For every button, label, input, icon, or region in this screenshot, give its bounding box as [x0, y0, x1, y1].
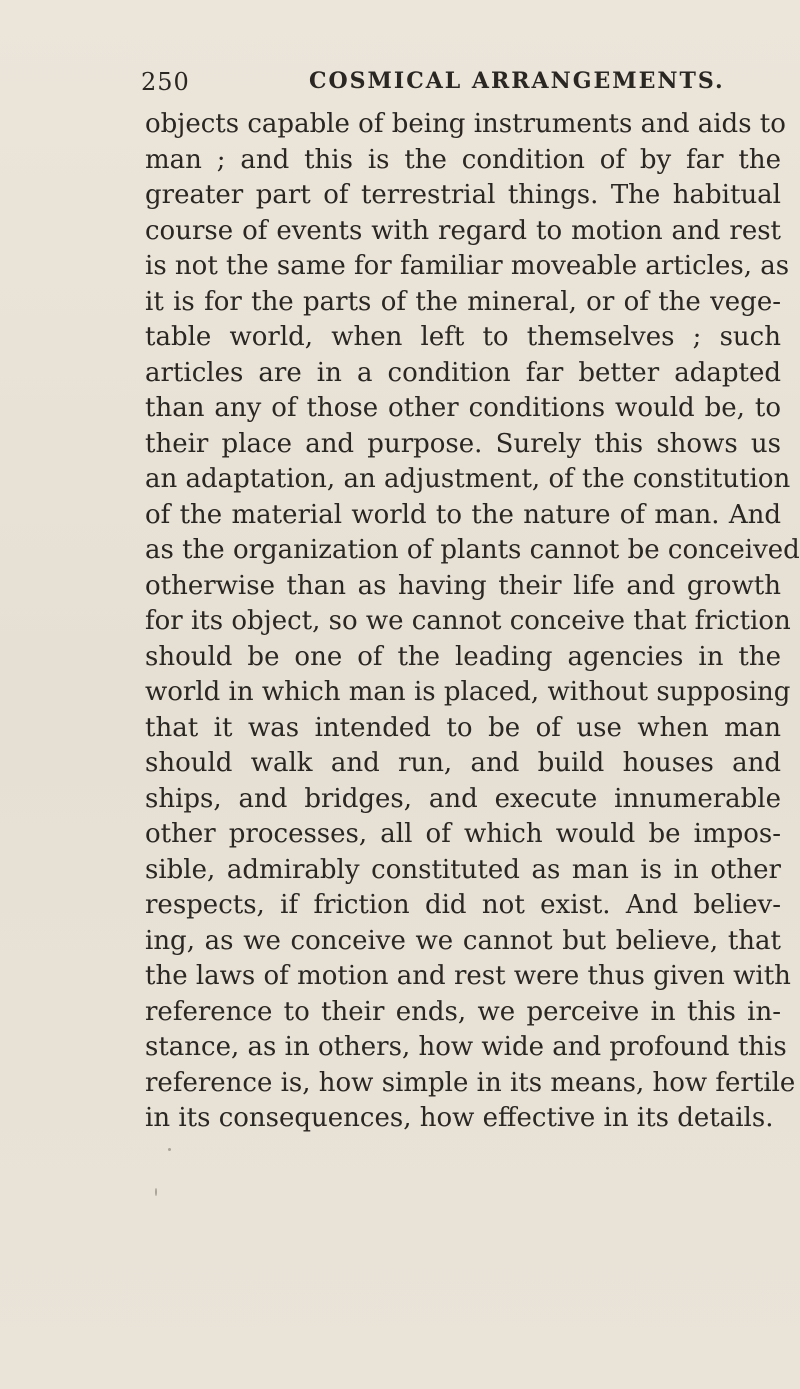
- text-line: is not the same for familiar moveable articles, as: [145, 251, 790, 281]
- text-line: sible, admirably constituted as man is in other: [145, 854, 781, 885]
- page-number: 250: [141, 68, 190, 96]
- text-line: reference to their ends, we perceive in this in-: [145, 996, 781, 1027]
- text-line: world in which man is placed, without supposing: [145, 677, 791, 707]
- text-line: an adaptation, an adjustment, of the constitution: [145, 464, 791, 494]
- text-line: should be one of the leading agencies in the: [145, 641, 781, 672]
- text-line: man ; and this is the condition of by far the: [145, 144, 781, 175]
- text-line: ships, and bridges, and execute innumerable: [145, 783, 781, 814]
- text-line: the laws of motion and rest were thus given with: [145, 961, 791, 991]
- text-line: reference is, how simple in its means, how fertile: [145, 1067, 796, 1098]
- text-line: for its object, so we cannot conceive that friction: [145, 606, 791, 636]
- body-text: [145, 107, 800, 1137]
- text-line: should walk and run, and build houses and: [145, 748, 781, 778]
- paper-speck: [155, 1188, 157, 1196]
- paper-speck: [168, 1148, 171, 1151]
- text-line: table world, when left to themselves ; such: [145, 322, 781, 352]
- text-line: as the organization of plants cannot be conceived: [145, 535, 800, 565]
- running-title: COSMICAL ARRANGEMENTS.: [309, 68, 725, 94]
- text-line: in its consequences, how effective in its details.: [145, 1103, 774, 1133]
- text-line: course of events with regard to motion and rest: [145, 215, 781, 246]
- text-line: that it was intended to be of use when man: [145, 712, 781, 743]
- text-line: articles are in a condition far better adapted: [145, 357, 781, 388]
- text-line: of the material world to the nature of man. And: [145, 499, 781, 530]
- text-line: otherwise than as having their life and growth: [145, 570, 781, 601]
- text-line: greater part of terrestrial things. The habitual: [145, 180, 781, 210]
- text-line: it is for the parts of the mineral, or of the vege-: [145, 286, 781, 317]
- text-line: than any of those other conditions would be, to: [145, 393, 781, 423]
- text-line: objects capable of being instruments and aids to: [145, 109, 786, 139]
- text-line: their place and purpose. Surely this shows us: [145, 428, 781, 459]
- text-line: respects, if friction did not exist. And believ-: [145, 890, 781, 920]
- text-line: stance, as in others, how wide and profound this: [145, 1032, 787, 1062]
- text-line: ing, as we conceive we cannot but believe, that: [145, 925, 781, 956]
- running-head: [139, 68, 779, 108]
- text-line: other processes, all of which would be impos-: [145, 819, 781, 849]
